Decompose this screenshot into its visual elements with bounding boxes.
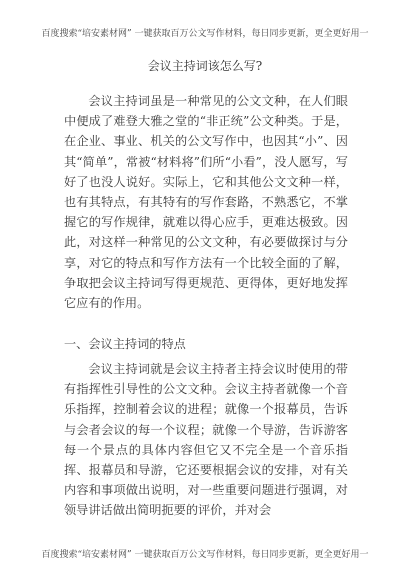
intro-paragraph: 会议主持词虽是一种常见的公文文种，在人们眼中便成了难登大雅之堂的“非正统”公文种类。于是，在企业、事业、机关的公文写作中，也因其“小”、因其“简单”，常被“材料将”们所“小看”，没人愿写，写好了也没人说好。实际上，它和其他公文文种一样，也有其特点，有其特有的写作套路，不熟悉它，不掌握它的写作规律，就难以得心应手，更难达极致。因此，对这样一种常见的公文文种，有必要做探讨与分享，对它的特点和写作方法有一个比较全面的了解，争取把会议主持词写得更规范、更得体，更好地发挥它应有的作用。 <box>64 94 348 311</box>
document-title: 会议主持词该怎么写? <box>147 59 263 73</box>
header-banner: 百度搜索“培安素材网” 一键获取百万公文写作材料，每日同步更新，更全更好用一 <box>41 29 369 39</box>
section-heading: 一、会议主持词的特点 <box>64 337 186 351</box>
footer-banner: 百度搜索“培安素材网” 一键获取百万公文写作材料，每日同步更新，更全更好用一 <box>41 550 369 560</box>
section-paragraph: 会议主持词就是会议主持者主持会议时使用的带有指挥性引导性的公文文种。会议主持者就像一个音乐指挥，控制着会议的进程；就像一个报幕员，告诉与会者会议的每一个议程；就像一个导游，告诉游客每一个景点的具体内容但它又不完全是一个音乐指挥、报幕员和导游，它还要根据会议的安排，对有关内容和事项做出说明，对一些重要问题进行强调，对领导讲话做出简明扼要的评价，并对会 <box>64 362 348 518</box>
